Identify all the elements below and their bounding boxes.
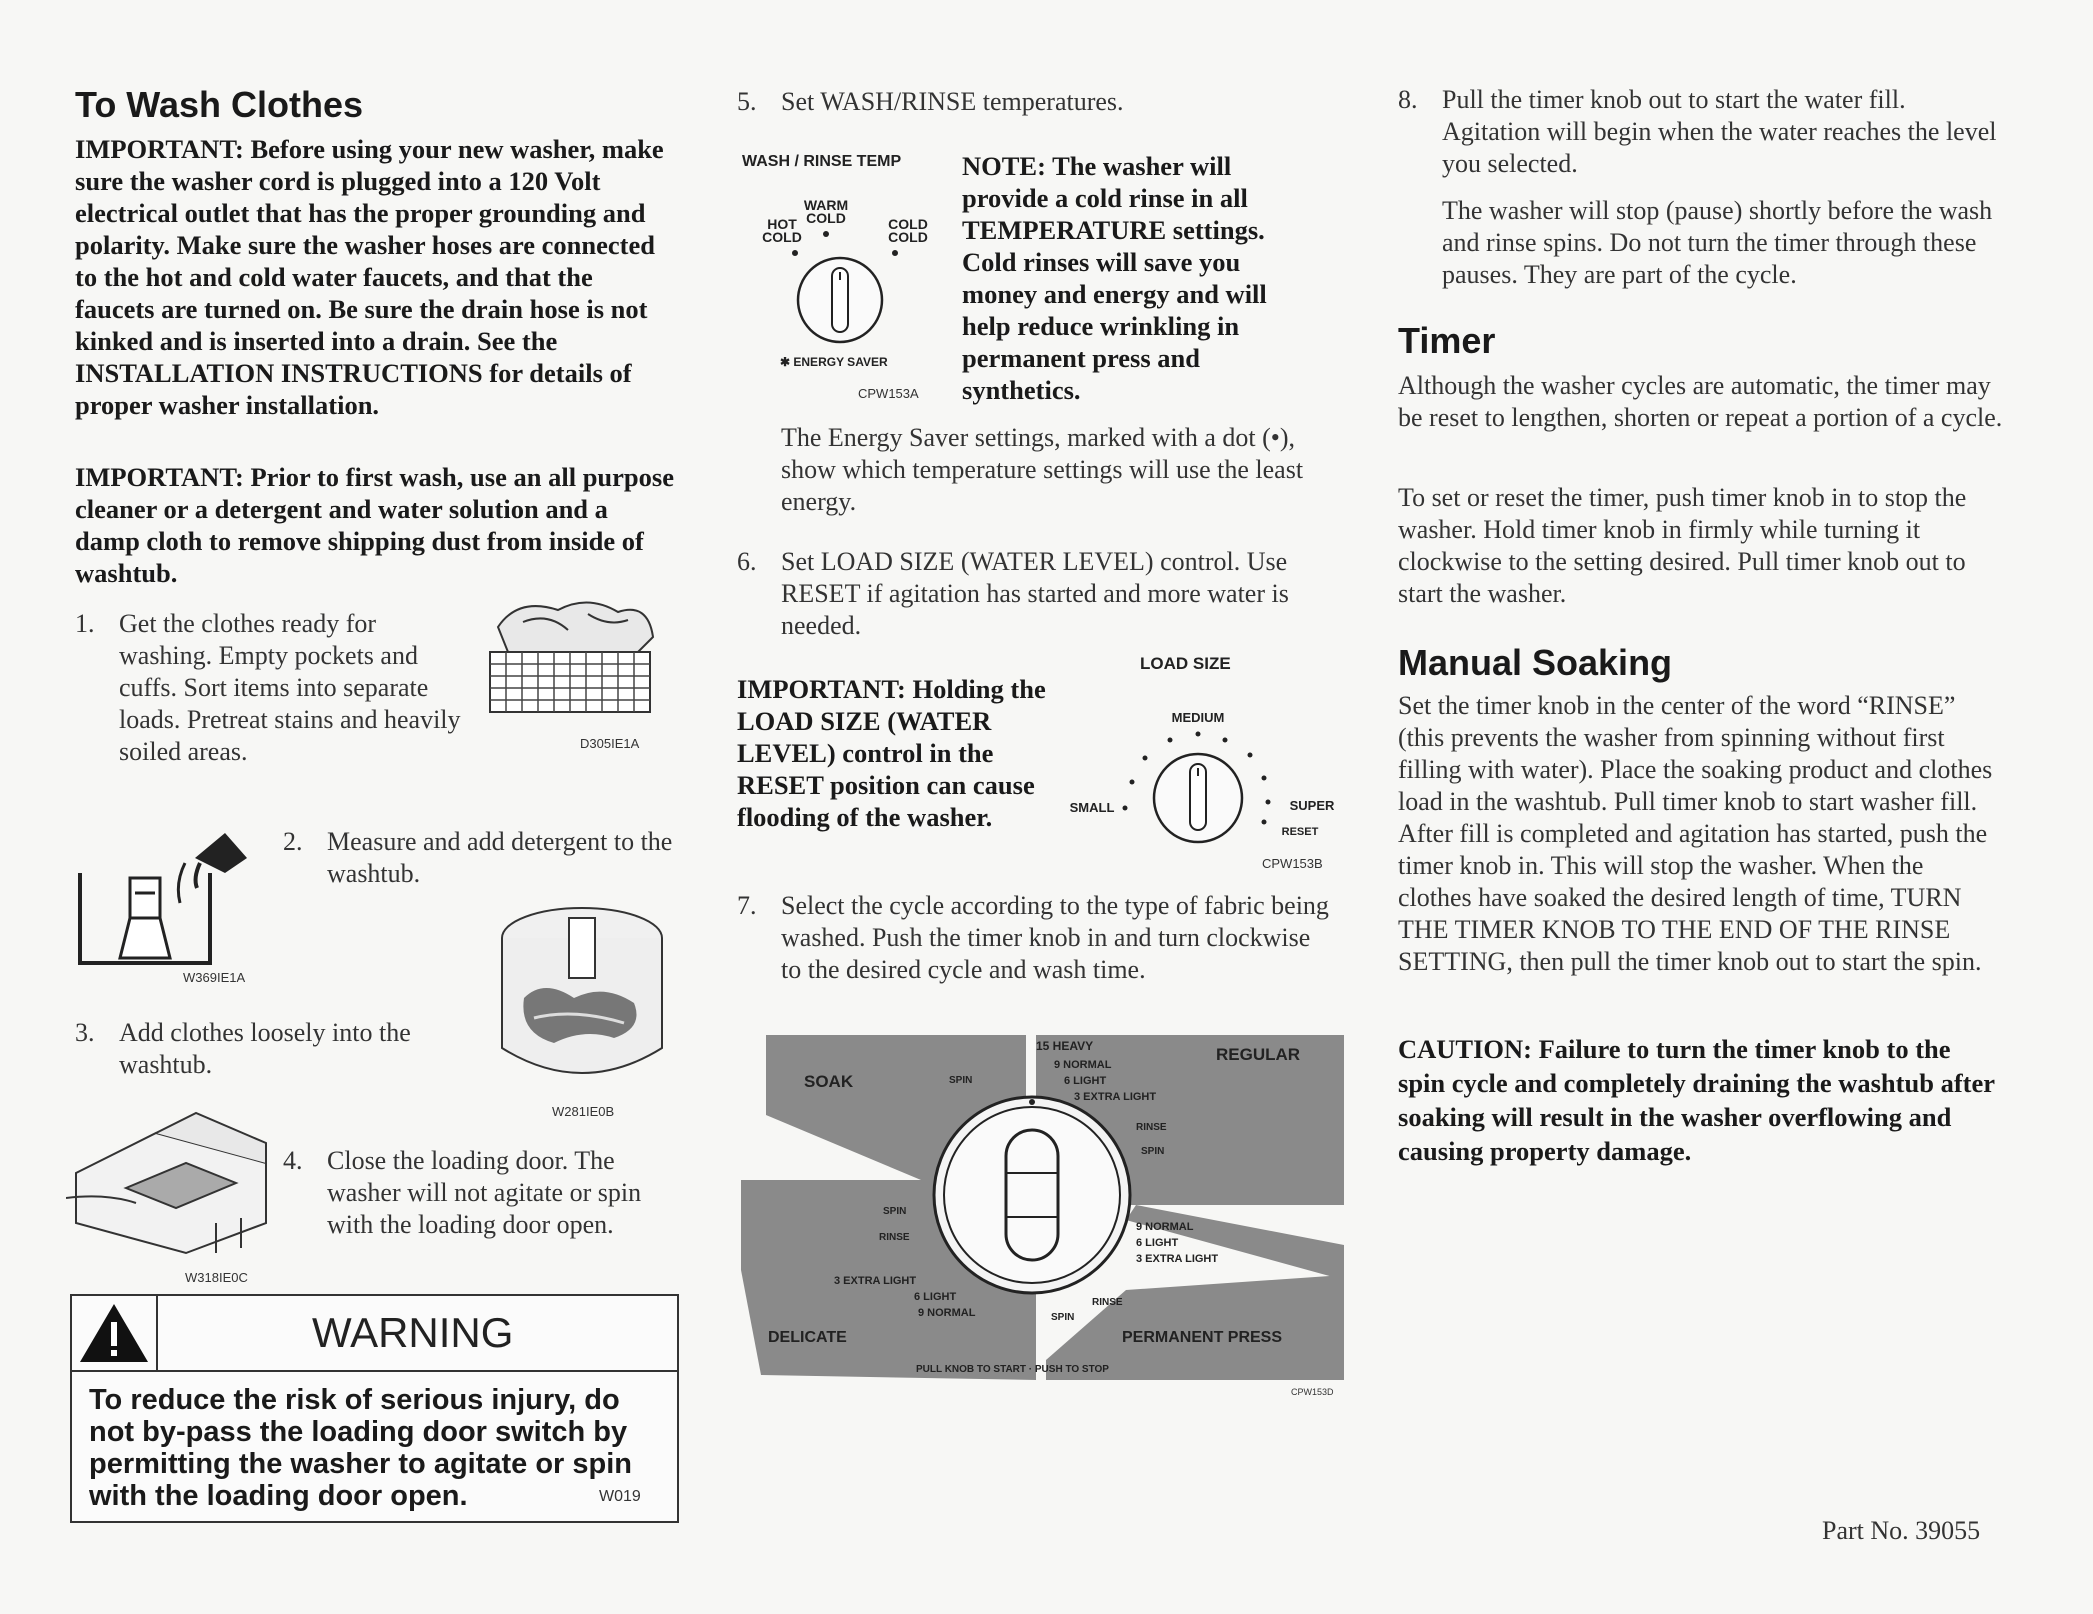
- figure-code: CPW153A: [858, 386, 919, 401]
- detergent-measure-illustration: [75, 818, 255, 968]
- step-text: Select the cycle according to the type of fabric being washed. Push the timer knob in and turn clockwise to the desired cycle and wash time.: [781, 891, 1329, 984]
- step-1: [75, 608, 465, 768]
- figure-code: W281IE0B: [552, 1104, 615, 1119]
- temp-dial-title: WASH / RINSE TEMP: [742, 153, 902, 170]
- temperature-note: NOTE: The washer will provide a cold rinse in all TEMPERATURE settings. Cold rinses will save you money and energy and will help reduce wrinkling in permanent press and synthetics.: [962, 151, 1267, 405]
- load-super-label: SUPER: [1289, 798, 1335, 813]
- warning-code: W019: [599, 1488, 641, 1505]
- step-4: [283, 1145, 678, 1241]
- section-heading-timer: Timer: [1398, 320, 1496, 361]
- figure-code: CPW153B: [1262, 856, 1323, 871]
- step-text: Measure and add detergent to the washtub.: [327, 827, 673, 888]
- pp-rinse-label: RINSE: [1092, 1297, 1123, 1308]
- step-3: [75, 1017, 495, 1081]
- step-8-pause-note: The washer will stop (pause) shortly before the wash and rinse spins. Do not turn the timer through these pauses. They are part of the cycle.: [1442, 196, 1993, 289]
- warning-box: [70, 1294, 679, 1523]
- wash-rinse-temp-dial: [740, 190, 940, 370]
- load-small-label: SMALL: [1069, 800, 1115, 815]
- timer-knob[interactable]: [1006, 1130, 1058, 1260]
- regular-extra-light-label: 3 EXTRA LIGHT: [1074, 1091, 1157, 1103]
- step-number: 8.: [1398, 85, 1418, 114]
- step-number: 3.: [75, 1018, 95, 1047]
- permanent-press-label: PERMANENT PRESS: [1122, 1329, 1283, 1346]
- temp-hot-label: HOT: [767, 216, 797, 232]
- part-number: Part No. 39055: [1822, 1516, 1981, 1545]
- step-5: [737, 86, 1337, 118]
- energy-saver-legend: ✱ ENERGY SAVER: [780, 355, 888, 369]
- soak-spin-label: SPIN: [949, 1075, 973, 1086]
- washtub-clothes-illustration: [494, 898, 674, 1098]
- figure-code: W369IE1A: [183, 970, 246, 985]
- delicate-light-label: 6 LIGHT: [914, 1291, 957, 1303]
- section-heading-to-wash-clothes: To Wash Clothes: [75, 84, 363, 125]
- manual-soaking-paragraph: Set the timer knob in the center of the word “RINSE” (this prevents the washer from spinning without first filling with water). Place the soaking product and clothes load in the washtub. Pull timer knob to start washer fill. After fill is completed and agitation has started, push the timer knob in. This will stop the washer. When the clothes have soaked the desired length of time, TURN THE TIMER KNOB TO THE END OF THE RINSE SETTING, then pull the timer knob out to start the spin.: [1398, 691, 1993, 976]
- important-notice-3: IMPORTANT: Holding the LOAD SIZE (WATER LEVEL) control in the RESET position can cause flooding of the washer.: [737, 674, 1046, 832]
- step-text: Pull the timer knob out to start the water fill. Agitation will begin when the water reaches the level you selected.: [1442, 85, 1997, 178]
- temp-warm-sub-label: COLD: [806, 210, 846, 226]
- step-number: 2.: [283, 827, 303, 856]
- step-text: Set LOAD SIZE (WATER LEVEL) control. Use RESET if agitation has started and more water is needed.: [781, 547, 1289, 640]
- laundry-basket-illustration: [478, 592, 663, 727]
- pull-knob-instruction: PULL KNOB TO START · PUSH TO STOP: [916, 1364, 1109, 1375]
- step-2: [283, 826, 678, 890]
- temp-cold-sub-label: COLD: [888, 229, 928, 245]
- warning-header: [72, 1296, 677, 1372]
- caution-notice: CAUTION: Failure to turn the timer knob to the spin cycle and completely draining the washtub after soaking will result in the washer overflowing and causing property damage.: [1398, 1034, 1995, 1166]
- cycle-timer-dial: [736, 1030, 1348, 1398]
- delicate-extra-light-label: 3 EXTRA LIGHT: [834, 1275, 917, 1287]
- regular-light-label: 6 LIGHT: [1064, 1075, 1107, 1087]
- step-number: 6.: [737, 547, 757, 576]
- step-number: 4.: [283, 1146, 303, 1175]
- step-6: [737, 546, 1337, 642]
- pp-spin-label: SPIN: [1051, 1312, 1075, 1323]
- soak-label: SOAK: [804, 1072, 854, 1091]
- temp-cold-label: COLD: [888, 216, 928, 232]
- energy-saver-paragraph: The Energy Saver settings, marked with a dot (•), show which temperature settings will use the least energy.: [781, 423, 1304, 516]
- step-8: [1398, 84, 1998, 180]
- delicate-rinse-label: RINSE: [879, 1232, 910, 1243]
- regular-spin-label: SPIN: [1141, 1146, 1165, 1157]
- figure-code: W318IE0C: [185, 1270, 248, 1285]
- step-number: 5.: [737, 87, 757, 116]
- important-notice-2: IMPORTANT: Prior to first wash, use an all purpose cleaner or a detergent and water solution and a damp cloth to remove shipping dust from inside of washtub.: [75, 462, 674, 588]
- figure-code: D305IE1A: [580, 736, 640, 751]
- pp-normal-label: 9 NORMAL: [1136, 1221, 1194, 1233]
- timer-paragraph-1: Although the washer cycles are automatic, the timer may be reset to lengthen, shorten or repeat a portion of a cycle.: [1398, 371, 2003, 432]
- warning-triangle-icon: [72, 1296, 158, 1370]
- delicate-label: DELICATE: [768, 1329, 847, 1346]
- regular-heavy-label: 15 HEAVY: [1036, 1039, 1094, 1053]
- step-text: Close the loading door. The washer will not agitate or spin with the loading door open.: [327, 1146, 642, 1239]
- warning-title: WARNING: [312, 1309, 514, 1356]
- regular-rinse-label: RINSE: [1136, 1122, 1167, 1133]
- delicate-spin-label: SPIN: [883, 1206, 907, 1217]
- load-size-dial: [1050, 700, 1350, 880]
- pp-light-label: 6 LIGHT: [1136, 1237, 1179, 1249]
- step-number: 7.: [737, 891, 757, 920]
- warning-text: To reduce the risk of serious injury, do not by-pass the loading door switch by permitting the washer to agitate or spin with the loading door open.: [89, 1384, 633, 1512]
- section-heading-manual-soaking: Manual Soaking: [1398, 642, 1673, 683]
- timer-paragraph-2: To set or reset the timer, push timer knob in to stop the washer. Hold timer knob in firmly while turning it clockwise to the setting desired. Pull timer knob out to start the washer.: [1398, 483, 1967, 608]
- load-size-title: LOAD SIZE: [1140, 654, 1231, 673]
- temp-warm-label: WARM: [803, 197, 849, 213]
- regular-normal-label: 9 NORMAL: [1054, 1059, 1112, 1071]
- delicate-normal-label: 9 NORMAL: [918, 1307, 976, 1319]
- regular-label: REGULAR: [1216, 1045, 1301, 1064]
- step-text: Get the clothes ready for washing. Empty pockets and cuffs. Sort items into separate loads. Pretreat stains and heavily soiled areas.: [119, 609, 461, 766]
- step-number: 1.: [75, 609, 95, 638]
- step-text: Set WASH/RINSE temperatures.: [781, 87, 1124, 116]
- step-7: [737, 890, 1337, 986]
- temp-hot-sub-label: COLD: [762, 229, 802, 245]
- important-notice-1: IMPORTANT: Before using your new washer, make sure the washer cord is plugged into a 120 Volt electrical outlet that has the proper grounding and polarity. Make sure the washer hoses are connected to the hot and cold water faucets, and that the faucets are turned on. Be sure the drain hose is not kinked and is inserted into a drain. See the INSTALLATION INSTRUCTIONS for details of proper washer installation.: [75, 134, 664, 420]
- load-medium-label: MEDIUM: [1171, 710, 1225, 725]
- figure-code: CPW153D: [1291, 1387, 1334, 1397]
- closing-door-illustration: [66, 1103, 276, 1263]
- energy-saver-label: ENERGY SAVER: [793, 355, 888, 369]
- load-reset-label: RESET: [1281, 826, 1319, 838]
- pp-extra-light-label: 3 EXTRA LIGHT: [1136, 1253, 1219, 1265]
- step-text: Add clothes loosely into the washtub.: [119, 1018, 411, 1079]
